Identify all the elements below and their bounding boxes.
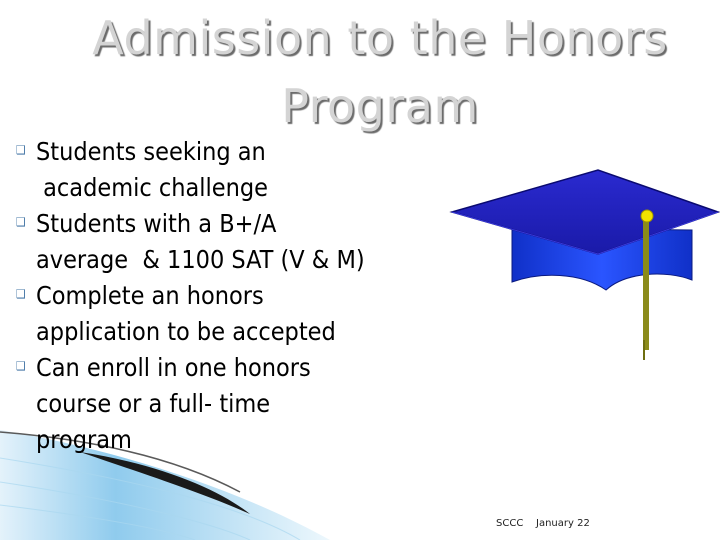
title-line-2: Program [281, 79, 479, 133]
bullet-item [16, 350, 466, 458]
bullet-marker-icon: ❑ [16, 143, 26, 157]
bullet-line: Students seeking an [36, 137, 266, 166]
bullet-line: course or a full- time [36, 389, 271, 418]
bullet-item [16, 134, 466, 206]
footer-organization: SCCC [496, 518, 524, 529]
footer-date: January 22 [536, 518, 590, 529]
bullet-line: Complete an honors [36, 281, 264, 310]
bullet-line: program [36, 425, 132, 454]
bullet-item [16, 206, 466, 278]
bullet-line: Students with a B+/A [36, 209, 277, 238]
bullet-line: Can enroll in one honors [36, 353, 311, 382]
bullet-marker-icon: ❑ [16, 215, 26, 229]
bullet-line: average & 1100 SAT (V & M) [36, 245, 365, 274]
bullet-line: application to be accepted [36, 317, 336, 346]
bullet-list [16, 134, 466, 458]
bullet-marker-icon: ❑ [16, 359, 26, 373]
bullet-item [16, 278, 466, 350]
bullet-marker-icon: ❑ [16, 287, 26, 301]
graduation-cap-icon [430, 150, 720, 370]
bullet-line: academic challenge [36, 173, 268, 202]
slide-title [60, 4, 700, 140]
title-line-1: Admission to the Honors [92, 11, 668, 65]
